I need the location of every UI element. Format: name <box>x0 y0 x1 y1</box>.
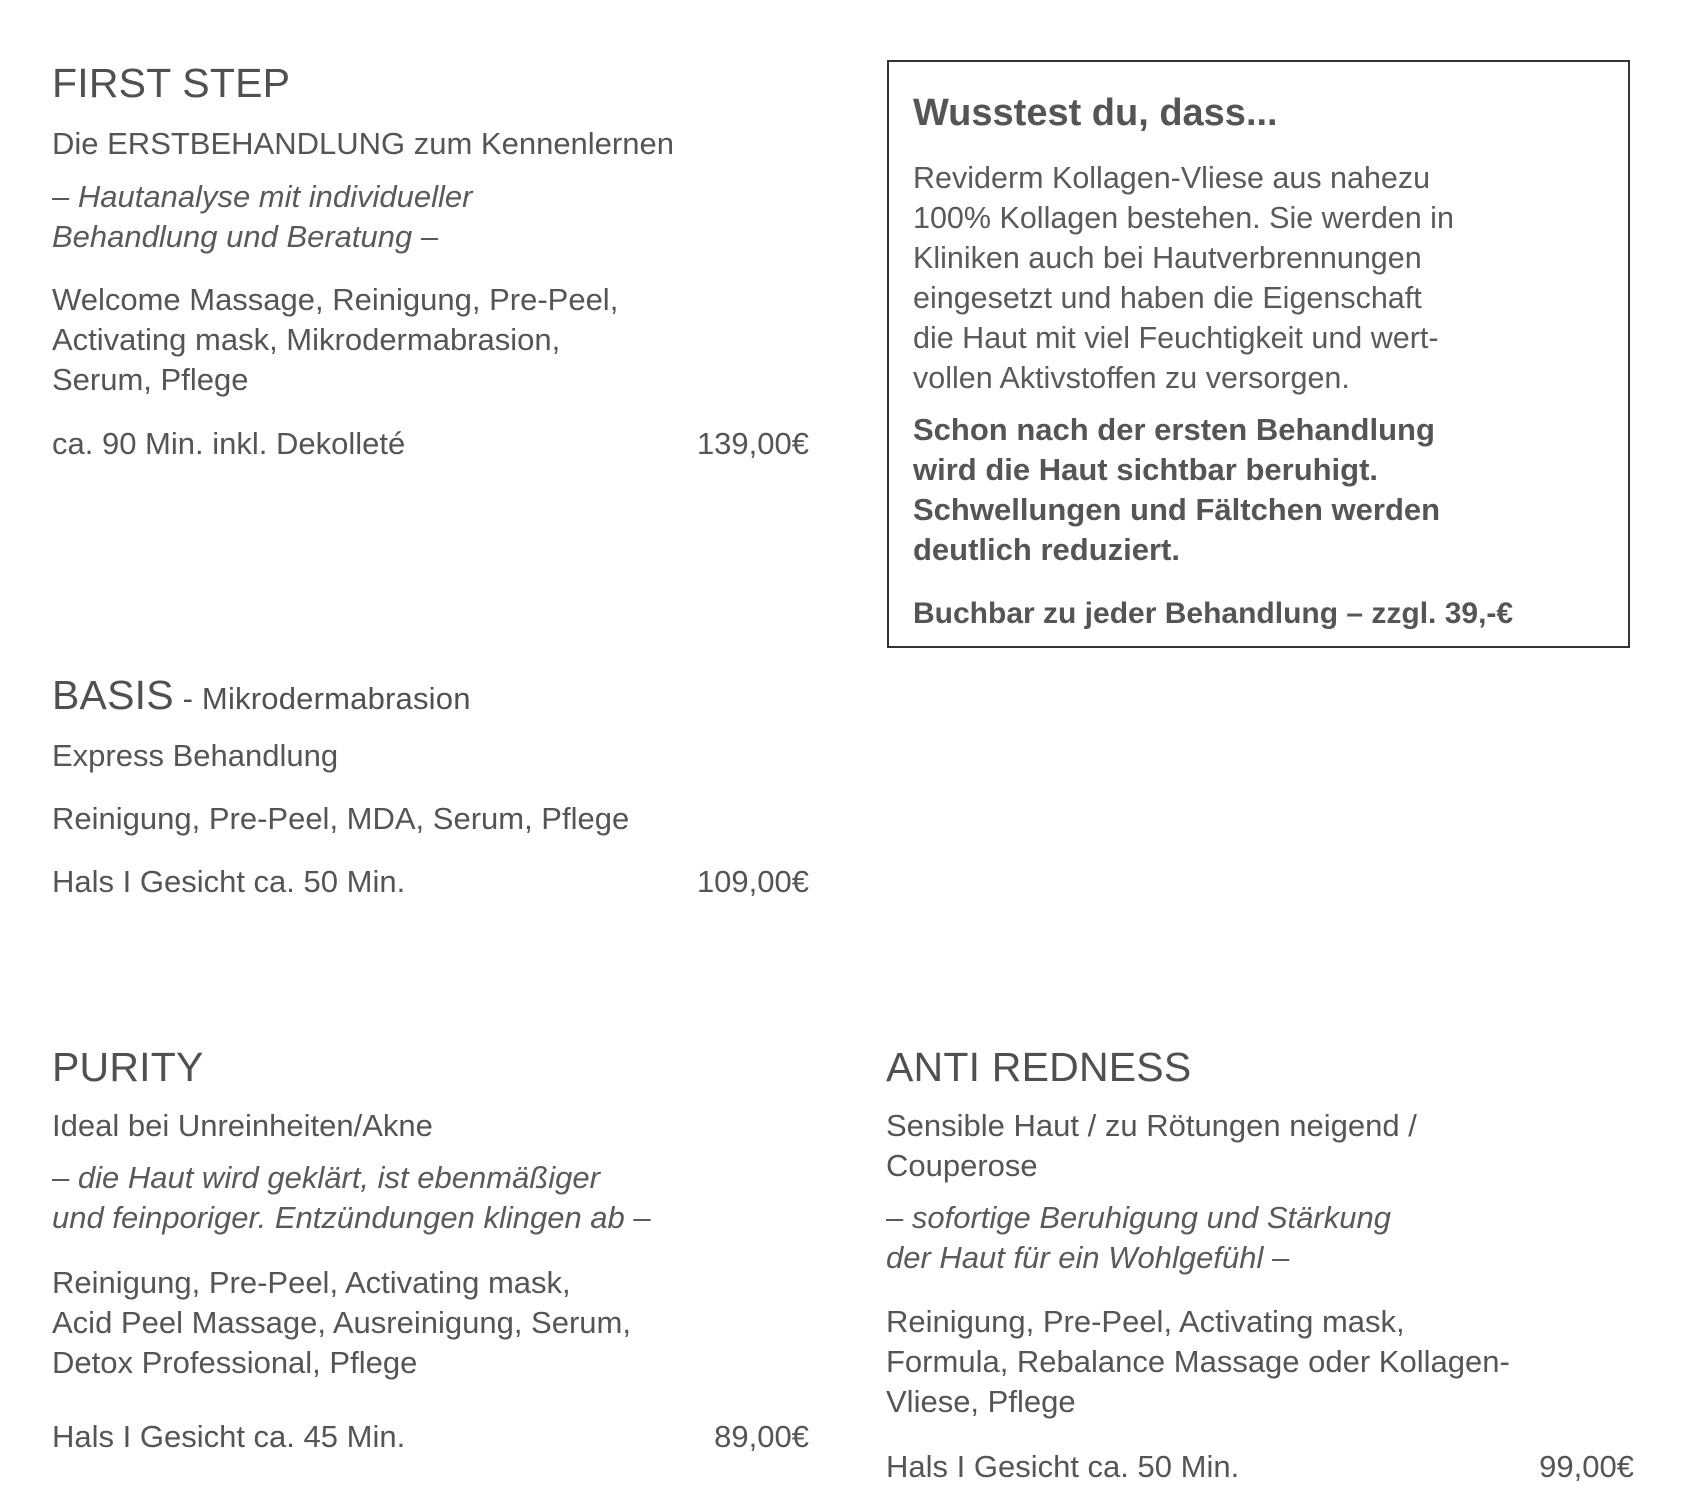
treatment-price: 89,00€ <box>714 1419 809 1454</box>
info-body-line: Kliniken auch bei Hautverbrennungen <box>913 241 1422 275</box>
tagline-line: – die Haut wird geklärt, ist ebenmäßiger <box>52 1160 600 1195</box>
steps-line: Formula, Rebalance Massage oder Kollagen- <box>886 1344 1510 1379</box>
info-body-line: eingesetzt und haben die Eigenschaft <box>913 281 1422 315</box>
info-highlight-line: Schwellungen und Fältchen werden <box>913 492 1441 527</box>
treatment-steps <box>52 280 618 400</box>
info-body-line: vollen Aktivstoffen zu versorgen. <box>913 361 1350 395</box>
info-box-cta: Buchbar zu jeder Behandlung – zzgl. 39,-€ <box>913 597 1514 630</box>
treatment-price: 99,00€ <box>1539 1449 1634 1484</box>
treatment-subtitle: Express Behandlung <box>52 738 339 773</box>
treatment-steps <box>886 1302 1510 1422</box>
info-box <box>887 60 1630 648</box>
treatment-duration: Hals I Gesicht ca. 50 Min. <box>886 1449 1240 1484</box>
tagline-line: der Haut für ein Wohlgefühl – <box>886 1240 1290 1275</box>
info-box-body <box>913 158 1454 398</box>
info-highlight-line: deutlich reduziert. <box>913 532 1180 567</box>
treatment-duration: Hals I Gesicht ca. 45 Min. <box>52 1419 406 1454</box>
steps-line: Welcome Massage, Reinigung, Pre-Peel, <box>52 282 619 317</box>
steps-line: Vliese, Pflege <box>886 1384 1076 1419</box>
tagline-line: Behandlung und Beratung – <box>52 219 439 254</box>
tagline-line: – sofortige Beruhigung und Stärkung <box>886 1200 1391 1235</box>
treatment-title: ANTI REDNESS <box>886 1044 1192 1090</box>
treatment-title: FIRST STEP <box>52 60 291 106</box>
treatment-price-row <box>52 862 809 902</box>
steps-line: Acid Peel Massage, Ausreinigung, Serum, <box>52 1305 631 1340</box>
steps-line: Detox Professional, Pflege <box>52 1345 418 1380</box>
treatment-tagline <box>886 1198 1391 1278</box>
tagline-line: und feinporiger. Entzündungen klingen ab – <box>52 1200 651 1235</box>
treatment-tagline <box>52 1158 651 1238</box>
steps-line: Serum, Pflege <box>52 362 249 397</box>
treatment-price-row <box>886 1447 1634 1487</box>
steps-line: Reinigung, Pre-Peel, MDA, Serum, Pflege <box>52 801 630 836</box>
steps-line: Activating mask, Mikrodermabrasion, <box>52 322 561 357</box>
info-highlight-line: wird die Haut sichtbar beruhigt. <box>913 452 1379 487</box>
treatment-subtitle: Ideal bei Unreinheiten/Akne <box>52 1108 433 1143</box>
treatment-steps <box>52 799 629 839</box>
treatment-price-row <box>52 1417 809 1457</box>
subtitle-line: Sensible Haut / zu Rötungen neigend / <box>886 1108 1417 1143</box>
info-box-title: Wusstest du, dass... <box>913 92 1278 134</box>
treatment-price: 109,00€ <box>696 864 809 899</box>
treatment-steps <box>52 1263 631 1383</box>
info-box-highlight <box>913 410 1440 570</box>
tagline-line: – Hautanalyse mit individueller <box>52 179 473 214</box>
treatment-title: PURITY <box>52 1044 204 1090</box>
treatment-price: 139,00€ <box>696 426 809 461</box>
info-body-line: die Haut mit viel Feuchtigkeit und wert- <box>913 321 1439 355</box>
treatment-title-suffix: - Mikrodermabrasion <box>173 681 471 716</box>
treatment-tagline <box>52 177 472 257</box>
subtitle-line: Couperose <box>886 1148 1038 1183</box>
treatment-subtitle <box>886 1106 1417 1186</box>
treatment-duration: Hals I Gesicht ca. 50 Min. <box>52 864 406 899</box>
steps-line: Reinigung, Pre-Peel, Activating mask, <box>52 1265 571 1300</box>
treatment-title-main: BASIS <box>52 672 174 718</box>
steps-line: Reinigung, Pre-Peel, Activating mask, <box>886 1304 1405 1339</box>
info-body-line: 100% Kollagen bestehen. Sie werden in <box>913 201 1454 235</box>
info-body-line: Reviderm Kollagen-Vliese aus nahezu <box>913 161 1431 195</box>
treatment-subtitle: Die ERSTBEHANDLUNG zum Kennenlernen <box>52 126 674 161</box>
treatment-title <box>52 672 471 722</box>
treatment-duration: ca. 90 Min. inkl. Dekolleté <box>52 426 406 461</box>
info-highlight-line: Schon nach der ersten Behandlung <box>913 412 1435 447</box>
treatment-price-row <box>52 424 809 464</box>
